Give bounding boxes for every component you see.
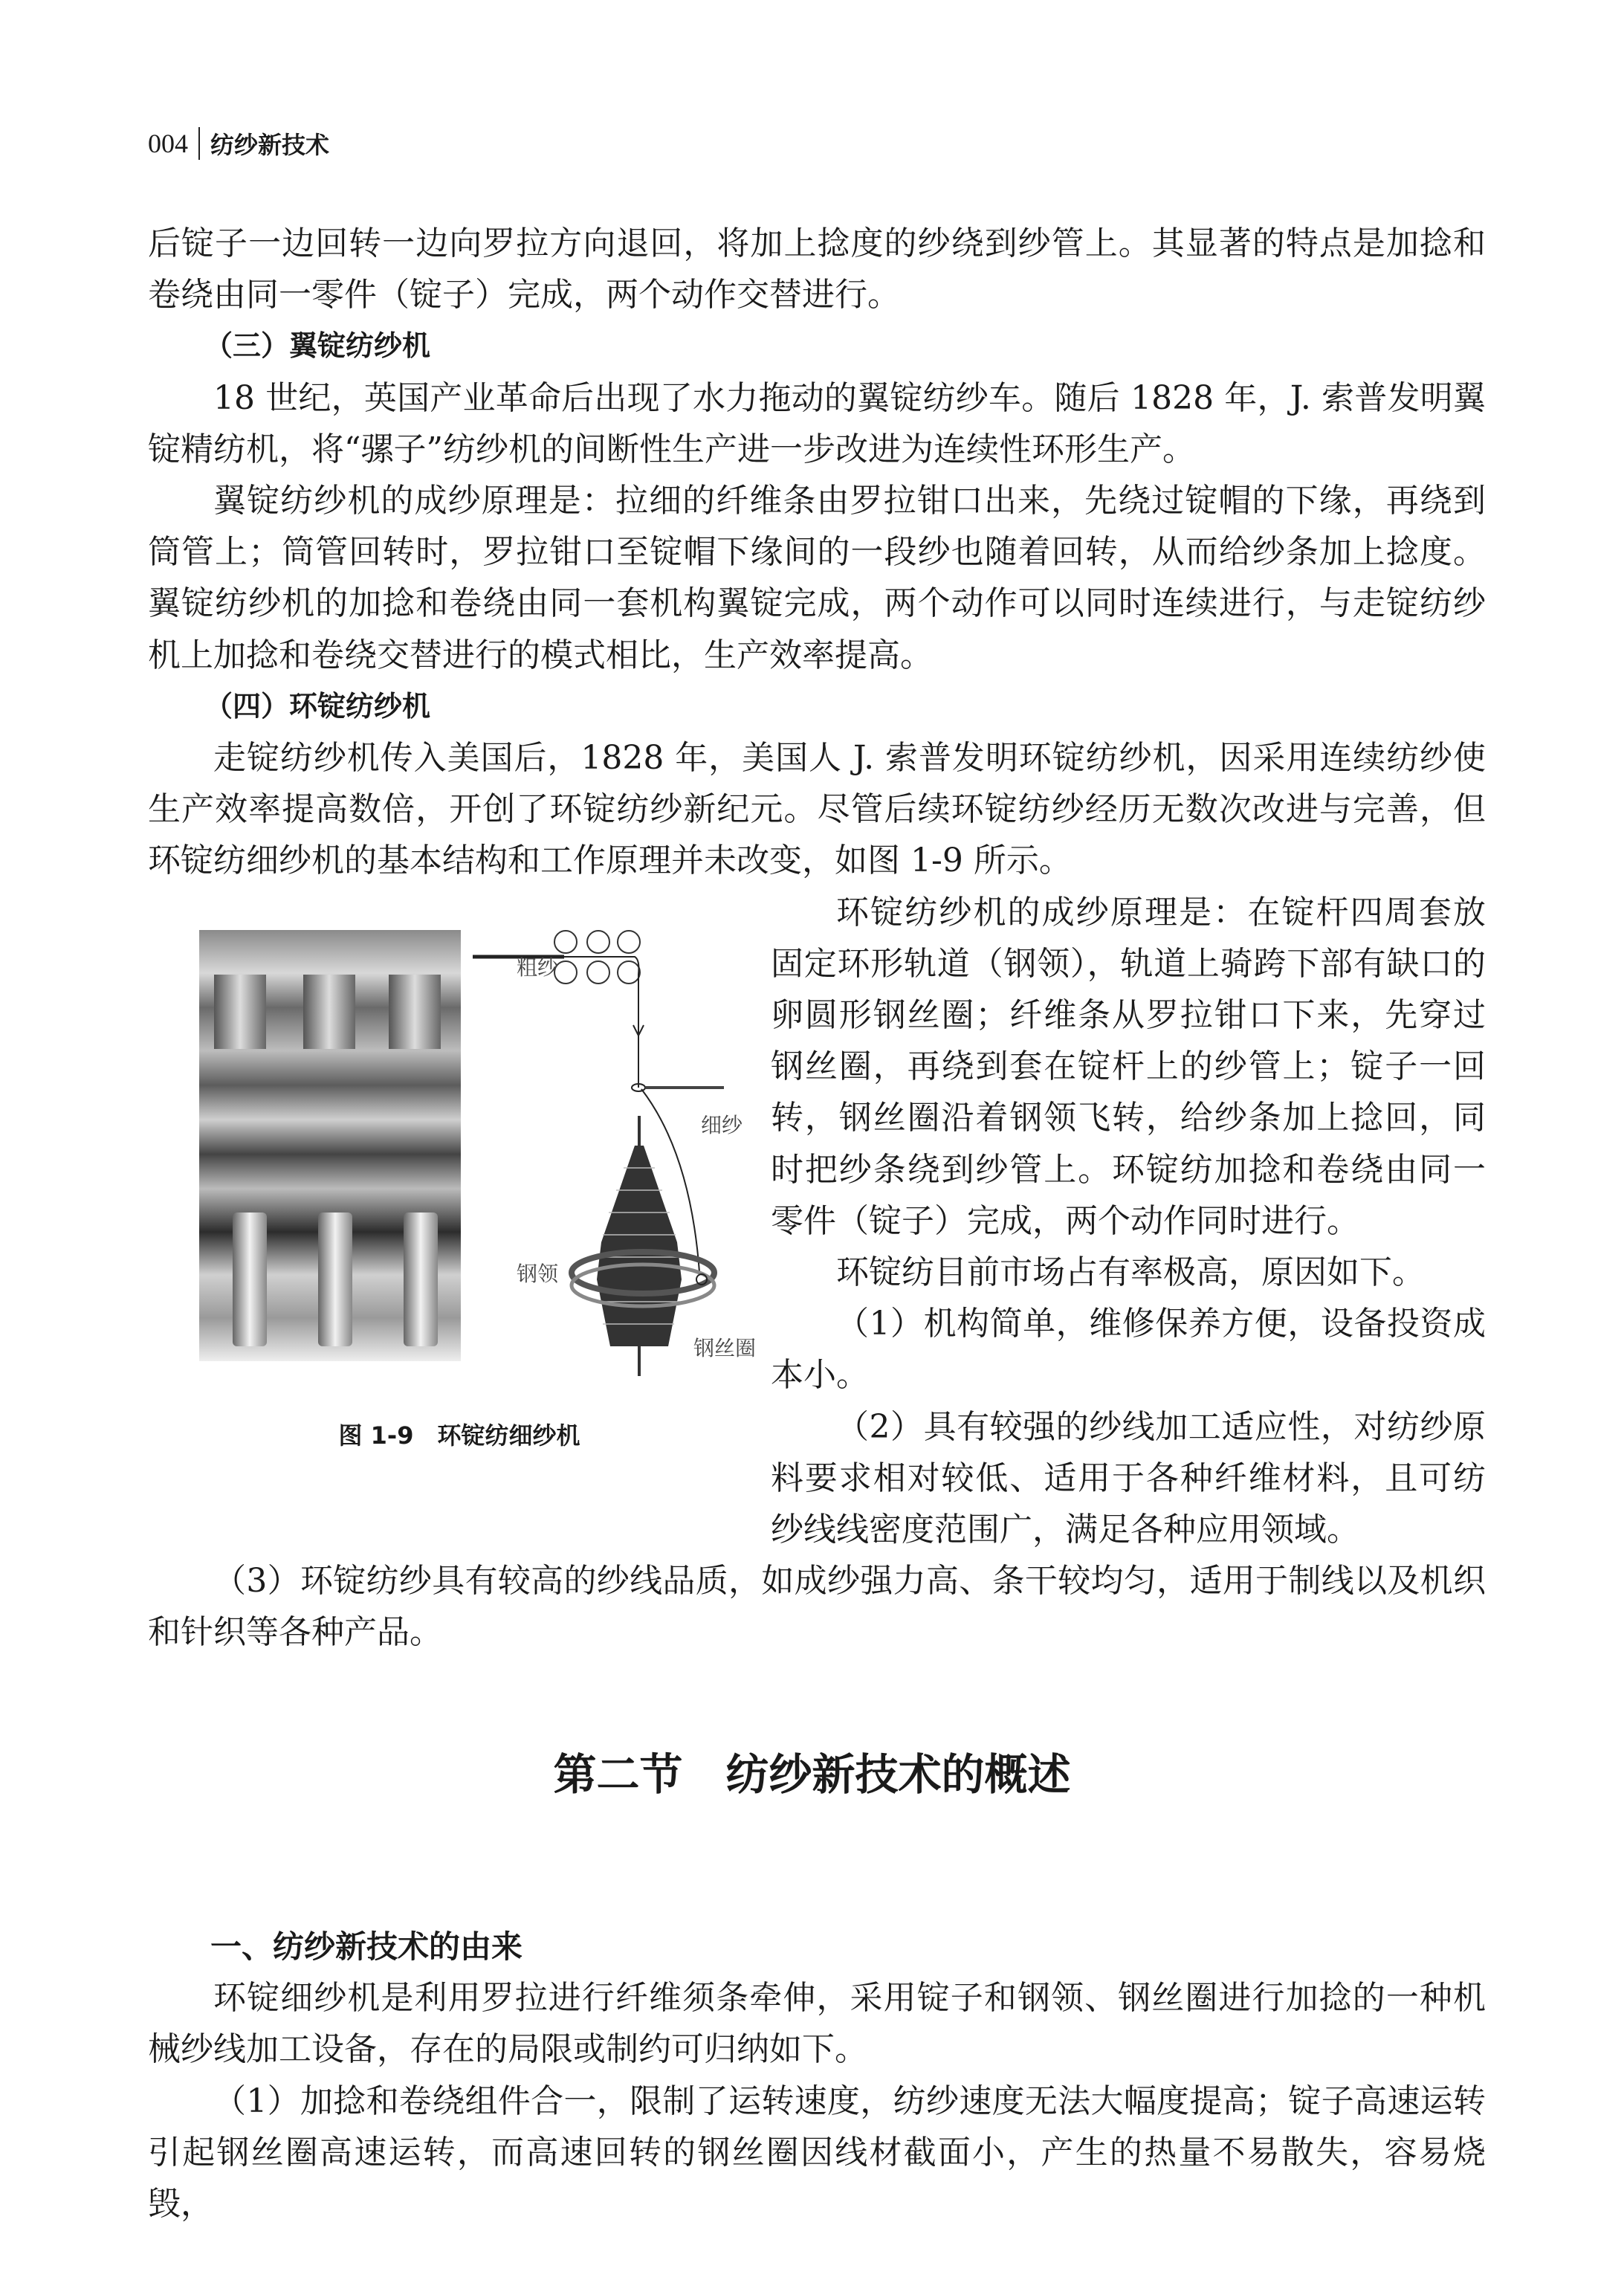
label-ring: 钢领 — [517, 1261, 559, 1286]
label-roving: 粗纱 — [517, 955, 559, 980]
body-text — [148, 218, 1486, 1659]
side-text — [771, 887, 1486, 1556]
figure-row — [148, 887, 1486, 1556]
list-item: （3）环锭纺纱具有较高的纱线品质，如成纱强力高、条干较均匀，适用于制线以及机织和针织等各种产品。 — [148, 1562, 1486, 1652]
running-header — [148, 125, 329, 162]
list-item: （2）具有较强的纱线加工适应性，对纺纱原料要求相对较低、适用于各种纤维材料，且可纺纱线线密度范围广，满足各种应用领域。 — [771, 1407, 1486, 1549]
subheading-flyer-frame: （三）翼锭纺纱机 — [204, 329, 431, 363]
paragraph: 翼锭纺纱机的成纱原理是：拉细的纤维条由罗拉钳口出来，先绕过锭帽的下缘，再绕到筒管上；筒管回转时，罗拉钳口至锭帽下缘间的一段纱也随着回转，从而给纱条加上捻度。翼锭纺纱机的加捻和卷绕由同一套机构翼锭完成，两个动作可以同时连续进行，与走锭纺纱机上加捻和卷绕交替进行的模式相比，生产效率提高。 — [148, 482, 1486, 674]
book-title: 纺纱新技术 — [210, 131, 330, 159]
arrow-down-icon — [633, 1004, 644, 1036]
section-title: 第二节 纺纱新技术的概述 — [553, 1749, 1071, 1800]
figure-1-9 — [148, 887, 771, 1555]
page-number: 004 — [148, 129, 188, 158]
section-body — [148, 1921, 1486, 2229]
paragraph: 环锭纺目前市场占有率极高，原因如下。 — [836, 1253, 1425, 1292]
subheading-ring-frame: （四）环锭纺纱机 — [204, 689, 431, 723]
bobbin — [597, 1146, 682, 1346]
paragraph: 18 世纪，英国产业革命后出现了水力拖动的翼锭纺纱车。随后 1828 年，J. 索普发明翼锭精纺机，将“骡子”纺纱机的间断性生产进一步改进为连续性环形生产。 — [148, 378, 1486, 468]
paragraph: 走锭纺纱机传入美国后，1828 年，美国人 J. 索普发明环锭纺纱机，因采用连续纺纱使生产效率提高数倍，开创了环锭纺纱新纪元。尽管后续环锭纺纱经历无数次改进与完善，但环锭纺细纱机的基本结构和工作原理并未改变，如图 1-9 所示。 — [148, 739, 1486, 880]
list-item: （1）机构简单，维修保养方便，设备投资成本小。 — [771, 1305, 1486, 1395]
header-divider — [198, 127, 200, 160]
list-item: （1）加捻和卷绕组件合一，限制了运转速度，纺纱速度无法大幅度提高；锭子高速运转引起钢丝圈高速运转，而高速回转的钢丝圈因线材截面小，产生的热量不易散失，容易烧毁， — [148, 2082, 1486, 2224]
paragraph: 环锭纺纱机的成纱原理是：在锭杆四周套放固定环形轨道（钢领），轨道上骑跨下部有缺口的卵圆形钢丝圈；纤维条从罗拉钳口下来，先穿过钢丝圈，再绕到套在锭杆上的纱管上；锭子一回转，钢丝圈沿着钢领飞转，给纱条加上捻回，同时把纱条绕到纱管上。环锭纺加捻和卷绕由同一零件（锭子）完成，两个动作同时进行。 — [771, 893, 1486, 1240]
label-yarn: 细纱 — [701, 1112, 743, 1137]
paragraph: 环锭细纱机是利用罗拉进行纤维须条牵伸，采用锭子和钢领、钢丝圈进行加捻的一种机械纱线加工设备，存在的局限或制约可归纳如下。 — [148, 1979, 1486, 2069]
paragraph: 后锭子一边回转一边向罗拉方向退回，将加上捻度的纱绕到纱管上。其显著的特点是加捻和卷绕由同一零件（锭子）完成，两个动作交替进行。 — [148, 225, 1486, 314]
label-traveller: 钢丝圈 — [693, 1335, 757, 1360]
figure-caption: 图 1-9 环锭纺细纱机 — [338, 1421, 580, 1450]
ring-spinning-diagram — [148, 930, 771, 1376]
subsection-heading: 一、纺纱新技术的由来 — [210, 1928, 523, 1965]
